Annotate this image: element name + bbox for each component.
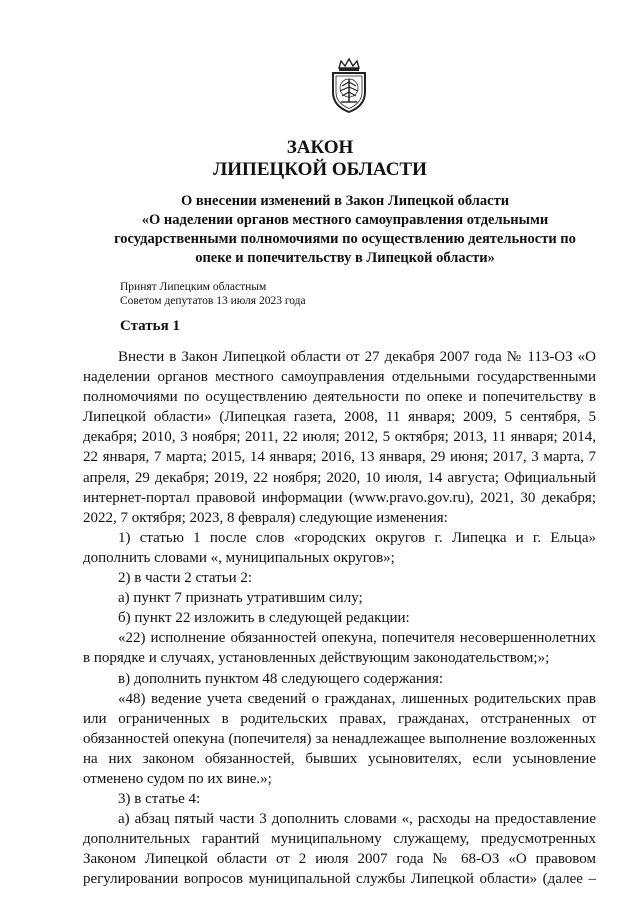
article-heading: Статья 1	[120, 318, 180, 334]
paragraph-item-2v: в) дополнить пунктом 48 следующего содержания:	[118, 670, 444, 687]
paragraph-point-22: «22) исполнение обязанностей опекуна, попечителя несовершеннолетних в порядке и случаях, установленных действующим законодательством;»;	[83, 630, 596, 667]
article-body	[83, 347, 596, 890]
law-title: ЗАКОН	[286, 137, 354, 158]
paragraph-item-2: 2) в части 2 статьи 2:	[118, 570, 253, 587]
paragraph-main: Внести в Закон Липецкой области от 27 декабря 2007 года № 113-ОЗ «О наделении органов местного самоуправления отдельными государственными полномочиями по осуществлению деятельности по опеке и попечительству в Липецкой области» (Липецкая газета, 2008, 11 января; 2009, 5 сентября, 5 декабря; 2010, 3 ноября; 2011, 22 июля; 2012, 5 октября; 2013, 11 января; 2014, 22 января, 7 марта; 2015, 14 января; 2016, 13 января, 29 июня; 2017, 3 марта, 7 апреля, 29 декабря; 2019, 22 ноября; 2020, 10 июля, 14 августа; Официальный интернет-портал правовой информации (www.pravo.gov.ru), 2021, 30 декабря; 2022, 7 октября; 2023, 8 февраля) следующие изменения:	[83, 349, 596, 526]
paragraph-item-1: 1) статью 1 после слов «городских округов г. Липецка и г. Ельца» дополнить словами «, муниципальных округов»;	[83, 529, 596, 566]
paragraph-item-3a: а) абзац пятый части 3 дополнить словами «, расходы на предоставление дополнительных гарантий муниципальному служащему, предусмотренных Законом Липецкой области от 2 июля 2007 года № 68-ОЗ «О правовом регулировании вопросов муниципальной службы Липецкой области» (далее –	[83, 811, 596, 888]
subtitle-line: «О наделении органов местного самоуправления отдельными	[141, 212, 549, 228]
paragraph-item-2b: б) пункт 22 изложить в следующей редакции:	[118, 610, 410, 627]
subtitle-line: О внесении изменений в Закон Липецкой области	[180, 193, 510, 209]
subtitle-line: государственными полномочиями по осуществлению деятельности по	[114, 231, 576, 247]
paragraph-point-48: «48) ведение учета сведений о гражданах, лишенных родительских прав или ограниченных в родительских правах, гражданах, отстраненных от обязанностей опекуна (попечителя) за ненадлежащее выполнение возложенных на них законом обязанностей, бывших усыновителях, если усыновление отменено судом по их вине.»;	[83, 690, 596, 787]
subtitle-line: опеке и попечительству в Липецкой области»	[195, 250, 495, 266]
paragraph-item-3: 3) в статье 4:	[118, 791, 201, 808]
law-subtitle	[110, 192, 580, 268]
adoption-line: Советом депутатов 13 июля 2023 года	[120, 295, 306, 307]
adoption-line: Принят Липецким областным	[120, 281, 267, 293]
coat-of-arms-icon	[327, 58, 371, 114]
adoption-note	[120, 280, 306, 308]
paragraph-item-2a: а) пункт 7 признать утратившим силу;	[118, 590, 363, 607]
region-title: ЛИПЕЦКОЙ ОБЛАСТИ	[213, 159, 427, 180]
